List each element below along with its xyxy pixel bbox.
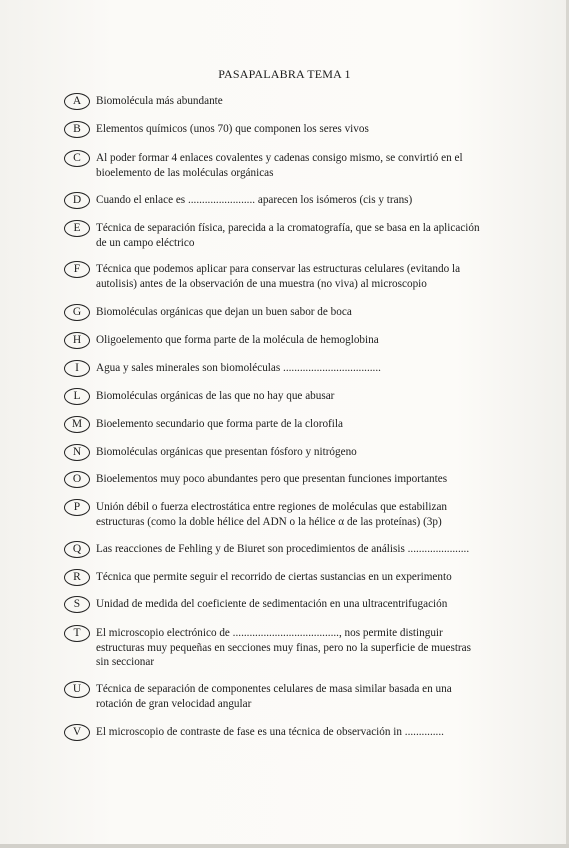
question-item-p (64, 500, 484, 529)
letter-badge: H (64, 332, 90, 349)
letter-badge: Q (64, 541, 90, 558)
question-item-q (64, 542, 484, 558)
question-item-i (64, 361, 484, 377)
letter-badge: O (64, 471, 90, 488)
letter-badge: L (64, 388, 90, 405)
question-item-a (64, 94, 484, 110)
question-text: Las reacciones de Fehling y de Biuret son procedimientos de análisis ...................... (96, 543, 470, 555)
question-text: Unidad de medida del coeficiente de sedimentación en una ultracentrifugación (96, 598, 448, 610)
letter-badge: T (64, 625, 90, 642)
letter-badge: P (64, 499, 90, 516)
letter-badge: B (64, 121, 90, 138)
question-text: Técnica que permite seguir el recorrido de ciertas sustancias en un experimento (96, 571, 452, 583)
question-text: Al poder formar 4 enlaces covalentes y cadenas consigo mismo, se convirtió en el bioelemento de las moléculas orgánicas (96, 152, 463, 179)
question-text: Técnica de separación física, parecida a la cromatografía, que se basa en la aplicación de un campo eléctrico (96, 222, 480, 249)
letter-badge: V (64, 724, 90, 741)
question-item-t (64, 626, 484, 670)
question-text: Biomoléculas orgánicas que dejan un buen sabor de boca (96, 306, 352, 318)
question-item-e (64, 221, 484, 250)
page-bottom-edge (0, 844, 569, 848)
question-item-f (64, 262, 484, 291)
question-text: Bioelementos muy poco abundantes pero que presentan funciones importantes (96, 473, 448, 485)
letter-badge: U (64, 681, 90, 698)
letter-badge: M (64, 416, 90, 433)
question-text: El microscopio electrónico de ......................................, nos permite distinguir estructuras muy pequeñas en secciones muy finas, pero no la superficie de muestras sin seccionar (96, 627, 471, 668)
letter-badge: E (64, 220, 90, 237)
question-item-b (64, 122, 484, 138)
question-text: Agua y sales minerales son biomoléculas ................................... (96, 362, 381, 374)
question-item-h (64, 333, 484, 349)
letter-badge: G (64, 304, 90, 321)
letter-badge: N (64, 444, 90, 461)
letter-badge: I (64, 360, 90, 377)
question-item-v (64, 725, 484, 741)
question-item-u (64, 682, 484, 711)
question-text: Biomolécula más abundante (96, 95, 223, 107)
question-text: Elementos químicos (unos 70) que componen los seres vivos (96, 123, 369, 135)
question-item-n (64, 445, 484, 461)
question-text: Técnica de separación de componentes celulares de masa similar basada en una rotación de gran velocidad angular (96, 683, 452, 710)
question-item-s (64, 597, 484, 613)
question-item-d (64, 193, 484, 209)
question-text: Unión débil o fuerza electrostática entre regiones de moléculas que estabilizan estructuras (como la doble hélice del ADN o la hélice α de las proteínas) (3p) (96, 501, 448, 528)
question-item-m (64, 417, 484, 433)
letter-badge: F (64, 261, 90, 278)
question-item-o (64, 472, 484, 488)
question-text: Biomoléculas orgánicas que presentan fósforo y nitrógeno (96, 446, 357, 458)
question-item-r (64, 570, 484, 586)
question-text: Oligoelemento que forma parte de la molécula de hemoglobina (96, 334, 379, 346)
question-text: El microscopio de contraste de fase es una técnica de observación in .............. (96, 726, 444, 738)
question-text: Biomoléculas orgánicas de las que no hay que abusar (96, 390, 335, 402)
question-text: Bioelemento secundario que forma parte de la clorofila (96, 418, 343, 430)
question-item-g (64, 305, 484, 321)
letter-badge: C (64, 150, 90, 167)
page-title: PASAPALABRA TEMA 1 (218, 67, 351, 81)
question-item-c (64, 151, 484, 180)
question-item-l (64, 389, 484, 405)
question-text: Técnica que podemos aplicar para conservar las estructuras celulares (evitando la autolisis) antes de la observación de una muestra (no viva) al microscopio (96, 263, 461, 290)
letter-badge: A (64, 93, 90, 110)
letter-badge: R (64, 569, 90, 586)
letter-badge: D (64, 192, 90, 209)
letter-badge: S (64, 596, 90, 613)
question-text: Cuando el enlace es ........................ aparecen los isómeros (cis y trans) (96, 194, 413, 206)
